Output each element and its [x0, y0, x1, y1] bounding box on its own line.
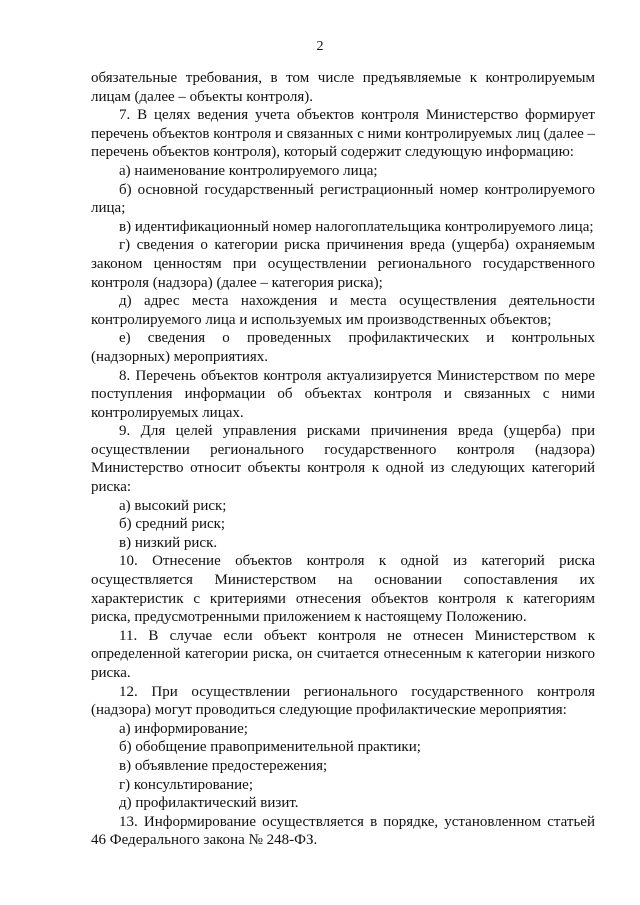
- paragraph-12: 12. При осуществлении регионального государственного контроля (надзора) могут проводиться следующие профилактические мероприятия:: [91, 683, 595, 719]
- list-item-7b: б) основной государственный регистрационный номер контролируемого лица;: [91, 181, 595, 217]
- list-item-12b: б) обобщение правоприменительной практики;: [119, 739, 421, 756]
- list-item-7f: е) сведения о проведенных профилактических и контрольных (надзорных) мероприятиях.: [91, 330, 595, 365]
- paragraph-7: 7. В целях ведения учета объектов контроля Министерство формирует перечень объектов контроля и связанных с ними контролируемых лиц (далее – перечень объектов контроля), который содержит следующую информацию:: [91, 107, 595, 161]
- list-item-9a: а) высокий риск;: [119, 497, 227, 514]
- list-item-12a: а) информирование;: [119, 720, 248, 737]
- paragraph-10: 10. Отнесение объектов контроля к одной из категорий риска осуществляется Министерством на основании сопоставления их характеристик с критериями отнесения объектов контроля к категориям риска, предусмотренными приложением к настоящему Положению.: [91, 553, 595, 626]
- list-item-12d: г) консультирование;: [119, 776, 254, 793]
- paragraph-9: 9. Для целей управления рисками причинения вреда (ущерба) при осуществлении регионального государственного контроля (надзора) Министерство относит объекты контроля к одной из следующих категорий риска:: [91, 423, 595, 496]
- list-item-9b: б) средний риск;: [119, 516, 226, 533]
- list-item-9c: в) низкий риск.: [119, 534, 218, 551]
- list-item-7d: г) сведения о категории риска причинения вреда (ущерба) охраняемым законом ценностям при осуществлении регионального государственного контроля (надзора) (далее – категория риска);: [91, 237, 595, 291]
- list-item-7c: в) идентификационный номер налогоплательщика контролируемого лица;: [119, 218, 594, 235]
- list-item-12e: д) профилактический визит.: [119, 795, 299, 812]
- list-item-7a: а) наименование контролируемого лица;: [119, 162, 378, 179]
- paragraph-13: 13. Информирование осуществляется в порядке, установленном статьей 46 Федерального закона № 248-ФЗ.: [91, 813, 595, 849]
- paragraph-11: 11. В случае если объект контроля не отнесен Министерством к определенной категории риска, он считается отнесенным к категории низкого риска.: [91, 627, 595, 681]
- page-number: 2: [316, 39, 324, 54]
- paragraph-8: 8. Перечень объектов контроля актуализируется Министерством по мере поступления информации об объектах контроля и связанных с ними контролируемых лицах.: [91, 367, 595, 421]
- paragraph-continuation: обязательные требования, в том числе предъявляемые к контролируемым лицам (далее – объекты контроля).: [91, 70, 595, 105]
- list-item-7e: д) адрес места нахождения и места осуществления деятельности контролируемого лица и используемых им производственных объектов;: [91, 293, 595, 328]
- list-item-12c: в) объявление предостережения;: [119, 757, 328, 774]
- document-body: [91, 69, 595, 850]
